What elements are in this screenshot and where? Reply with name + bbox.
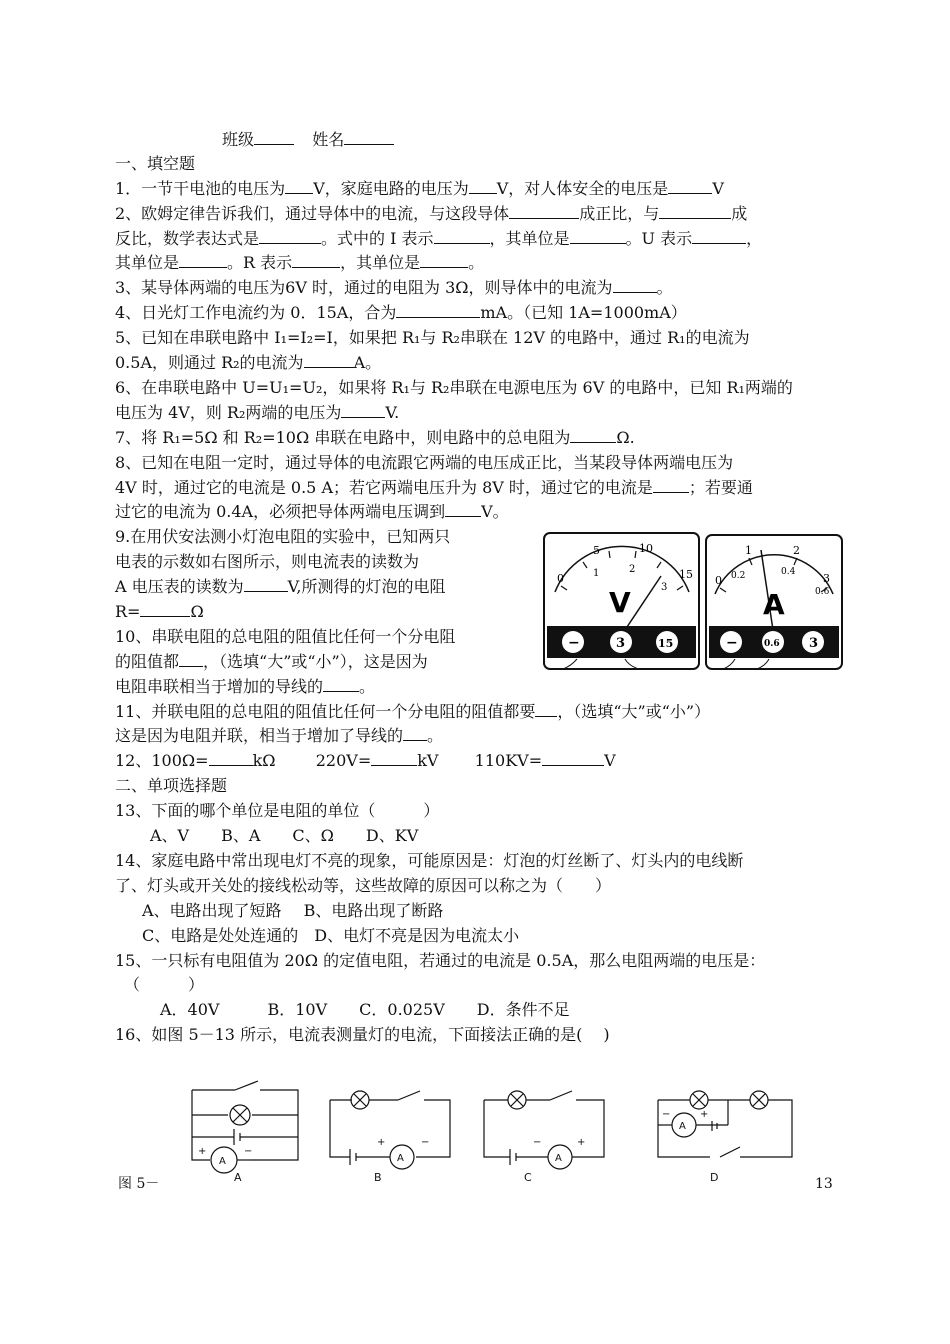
- question-9-line-2: 电表的示数如右图所示，则电流表的读数为: [115, 552, 420, 571]
- plus-sign: +: [700, 1109, 709, 1120]
- question-2-line-1: 2、欧姆定律告诉我们，通过导体中的电流，与这段导体 成正比，与 成: [115, 204, 748, 223]
- question-13-options[interactable]: A、V B、A C、Ω D、KV: [150, 826, 419, 845]
- voltmeter-terminal-negative[interactable]: −: [568, 635, 580, 651]
- section-2-title: 二、单项选择题: [115, 776, 228, 795]
- voltmeter-scale-label: 15: [679, 568, 693, 581]
- question-10-line-3: 电阻串联相当于增加的导线的 。: [115, 677, 376, 696]
- minus-sign: −: [662, 1109, 671, 1120]
- question-13-stem: 13、下面的哪个单位是电阻的单位（ ）: [115, 801, 440, 820]
- circuit-label-c: C: [524, 1171, 532, 1184]
- ammeter-scale-label: 0: [715, 574, 722, 587]
- ammeter-scale-label: 3: [823, 572, 830, 585]
- circuit-label-d: D: [710, 1171, 719, 1184]
- question-14-options-row-1: [142, 899, 443, 923]
- question-8-line-2: 4V 时，通过它的电流是 0.5 A；若它两端电压升为 8V 时，通过它的电流是 ；若要通: [115, 478, 753, 497]
- question-5-line-2: 0.5A，则通过 R₂的电流为 A。: [115, 353, 382, 372]
- question-8-line-3: 过它的电流为 0.4A，必须把导体两端电压调到 V。: [115, 502, 509, 521]
- question-15-options[interactable]: A．40V B．10V C．0.025V D．条件不足: [160, 1000, 570, 1019]
- question-14-options-row-2: [142, 924, 519, 948]
- question-3: 3、某导体两端的电压为6V 时，通过的电阻为 3Ω，则导体中的电流为 。: [115, 278, 673, 297]
- voltmeter: [543, 532, 700, 672]
- voltmeter-terminal-15[interactable]: 15: [658, 637, 674, 650]
- voltmeter-scale-label: 5: [593, 544, 600, 557]
- voltmeter-scale-label: 3: [661, 582, 668, 593]
- ammeter-scale-label: 2: [793, 544, 800, 557]
- voltmeter-letter: V: [609, 586, 631, 619]
- question-11-line-1: 11、并联电阻的总电阻的阻值比任何一个分电阻的阻值都要 ，（选填“大”或“小”）: [115, 702, 711, 721]
- question-6-line-1: 6、在串联电路中 U=U₁=U₂，如果将 R₁与 R₂串联在电源电压为 6V 的电路中，已知 R₁两端的: [115, 378, 793, 397]
- ammeter-terminal-3[interactable]: 3: [809, 636, 819, 651]
- question-2-line-2: 反比，数学表达式是 。式中的 I 表示 ，其单位是 。U 表示 ，: [115, 229, 763, 248]
- name-blank[interactable]: [344, 128, 394, 145]
- ammeter-symbol: A: [555, 1153, 562, 1164]
- circuit-label-a: A: [234, 1171, 242, 1184]
- section-1-title: 一、填空题: [115, 154, 196, 173]
- question-8-line-1: 8、已知在电阻一定时，通过导体的电流跟它两端的电压成正比，当某段导体两端电压为: [115, 453, 734, 472]
- minus-sign: −: [533, 1137, 542, 1148]
- figure-caption-right: 13: [815, 1176, 833, 1192]
- question-11-line-2: 这是因为电阻并联，相当于增加了导线的 。: [115, 726, 444, 745]
- ammeter-letter: A: [763, 588, 785, 621]
- plus-sign: +: [577, 1137, 586, 1148]
- option-a[interactable]: A、电路出现了短路: [142, 901, 282, 920]
- question-9-line-4: R= Ω: [115, 602, 204, 621]
- question-6-line-2: 电压为 4V，则 R₂两端的电压为 V.: [115, 403, 400, 422]
- voltmeter-scale-label: 10: [639, 542, 653, 555]
- option-c[interactable]: C、电路是处处连通的: [142, 926, 299, 945]
- question-15-line-1: 15、一只标有电阻值为 20Ω 的定值电阻，若通过的电流是 0.5A，那么电阻两端的电压是：: [115, 951, 766, 970]
- circuit-figure: [180, 1065, 810, 1185]
- question-9-line-1: 9.在用伏安法测小灯泡电阻的实验中，已知两只: [115, 527, 451, 546]
- question-10-line-1: 10、串联电阻的总电阻的阻值比任何一个分电阻: [115, 627, 456, 646]
- question-15-line-2: （ ）: [124, 975, 205, 994]
- plus-sign: +: [377, 1137, 386, 1148]
- header-line: [222, 128, 394, 152]
- circuit-c: [484, 1091, 604, 1169]
- question-2-line-3: 其单位是 。R 表示 ，其单位是 。: [115, 253, 485, 272]
- question-5-line-1: 5、已知在串联电路中 I₁=I₂=I，如果把 R₁与 R₂串联在 12V 的电路中，通过 R₁的电流为: [115, 328, 750, 347]
- figure-caption-left: 图 5－: [118, 1176, 160, 1192]
- ammeter-symbol: A: [219, 1156, 226, 1167]
- minus-sign: −: [421, 1137, 430, 1148]
- ammeter-symbol: A: [679, 1121, 686, 1132]
- class-blank[interactable]: [254, 128, 294, 145]
- minus-sign: −: [244, 1146, 253, 1157]
- voltmeter-scale-label: 1: [593, 568, 600, 579]
- ammeter-symbol: A: [397, 1153, 404, 1164]
- question-14-line-1: 14、家庭电路中常出现电灯不亮的现象，可能原因是：灯泡的灯丝断了、灯头内的电线断: [115, 851, 744, 870]
- question-14-line-2: 了、灯头或开关处的接线松动等，这些故障的原因可以称之为（ ）: [115, 876, 612, 895]
- ammeter-terminal-0.6[interactable]: 0.6: [764, 639, 780, 649]
- question-10-line-2: 的阻值都 ，（选填“大”或“小”），这是因为: [115, 652, 428, 671]
- name-label: 姓名: [312, 130, 345, 149]
- circuit-a: [192, 1081, 298, 1173]
- question-7: 7、将 R₁=5Ω 和 R₂=10Ω 串联在电路中，则电路中的总电阻为 Ω.: [115, 428, 635, 447]
- plus-sign: +: [198, 1146, 207, 1157]
- ammeter: [705, 534, 845, 672]
- ammeter-scale-label: 0.6: [815, 587, 830, 597]
- question-12: 12、100Ω= kΩ 220V= kV 110KV= V: [115, 751, 616, 770]
- question-16-stem: 16、如图 5－13 所示，电流表测量灯的电流，下面接法正确的是( ): [115, 1025, 610, 1044]
- option-b[interactable]: B、电路出现了断路: [303, 901, 444, 920]
- ammeter-terminal-negative[interactable]: −: [726, 635, 738, 651]
- circuit-label-b: B: [374, 1171, 382, 1184]
- ammeter-scale-label: 1: [745, 544, 752, 557]
- ammeter-scale-label: 0.2: [731, 571, 746, 581]
- question-1: 1．一节干电池的电压为 V，家庭电路的电压为 V，对人体安全的电压是 V: [115, 179, 724, 198]
- circuit-b: [330, 1091, 450, 1169]
- option-d[interactable]: D、电灯不亮是因为电流太小: [314, 926, 520, 945]
- voltmeter-scale-label: 0: [557, 572, 564, 585]
- voltmeter-terminal-3[interactable]: 3: [616, 636, 626, 651]
- voltmeter-scale-label: 2: [629, 564, 636, 575]
- ammeter-scale-label: 0.4: [781, 567, 796, 577]
- question-4: 4、日光灯工作电流约为 0．15A，合为 mA。（已知 1A=1000mA）: [115, 303, 687, 322]
- question-9-line-3: A 电压表的读数为 V,所测得的灯泡的电阻: [115, 577, 446, 596]
- class-label: 班级: [222, 130, 255, 149]
